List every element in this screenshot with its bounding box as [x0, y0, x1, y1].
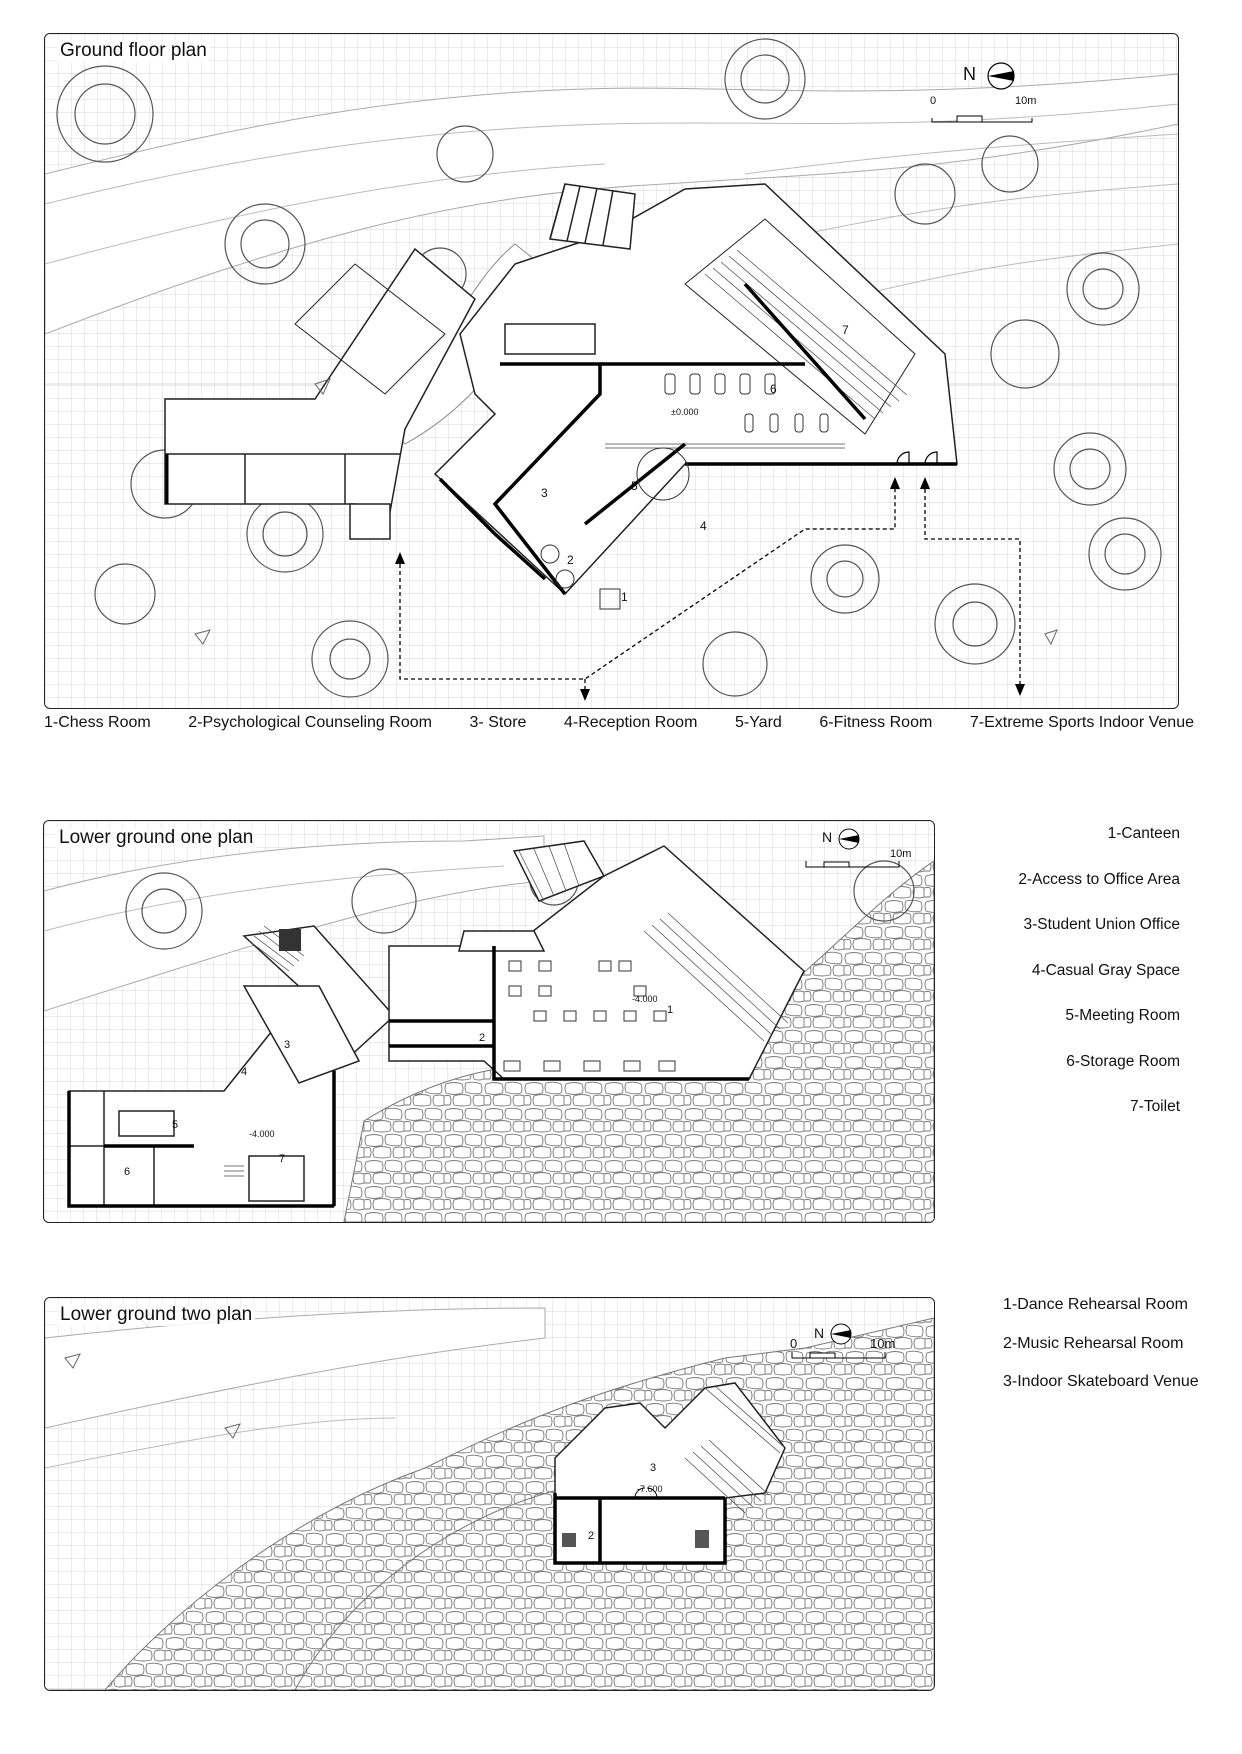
scale-start: 0 — [790, 1336, 798, 1351]
room-number-3: 3 — [650, 1462, 657, 1474]
room-number-5: 5 — [631, 479, 638, 493]
elevation-mark: -7.600 — [637, 1484, 663, 1494]
room-number-7: 7 — [279, 1153, 286, 1165]
legend-item: 7-Extreme Sports Indoor Venue — [969, 714, 1194, 731]
legend-item: 6-Storage Room — [1066, 1052, 1180, 1070]
scale-end: 10m — [890, 848, 912, 860]
scale-start: 0 — [930, 95, 937, 107]
elevation-mark: -4.000 — [249, 1129, 275, 1139]
lower-ground-two-legend — [1003, 1296, 1199, 1412]
legend-item: 4-Reception Room — [564, 714, 698, 731]
room-number-6: 6 — [770, 382, 777, 396]
scale-bar — [927, 106, 1037, 126]
legend-item: 3-Student Union Office — [1023, 916, 1180, 933]
ground-floor-plan-drawing — [45, 34, 1178, 708]
room-number-4: 4 — [700, 519, 707, 533]
legend-item: 1-Canteen — [1107, 825, 1180, 842]
legend-item: 3-Indoor Skateboard Venue — [1003, 1373, 1199, 1390]
legend-item: 5-Yard — [734, 714, 782, 731]
north-arrow-icon — [981, 61, 1021, 91]
legend-item: 2-Music Rehearsal Room — [1003, 1334, 1184, 1352]
room-number-6: 6 — [124, 1166, 131, 1178]
room-number-1: 1 — [621, 590, 628, 604]
legend-item: 5-Meeting Room — [1065, 1007, 1180, 1024]
room-number-2: 2 — [567, 553, 574, 567]
room-number-1: 1 — [667, 1004, 674, 1016]
legend-item: 3- Store — [469, 714, 527, 731]
elevation-mark: -4.000 — [632, 994, 658, 1004]
legend-item: 1-Dance Rehearsal Room — [1003, 1296, 1188, 1313]
ground-floor-plan-panel — [44, 33, 1179, 709]
scale-bar — [804, 855, 904, 871]
room-number-4: 4 — [241, 1066, 248, 1078]
room-number-3: 3 — [541, 486, 548, 500]
legend-item: 4-Casual Gray Space — [1031, 961, 1180, 979]
north-label: N — [814, 1325, 825, 1341]
room-number-2: 2 — [588, 1530, 595, 1542]
lower-ground-one-legend — [1018, 825, 1180, 1144]
legend-item: 6-Fitness Room — [819, 714, 933, 731]
lower-ground-one-plan-drawing — [44, 821, 934, 1222]
legend-item: 2-Access to Office Area — [1018, 870, 1180, 888]
room-number-7: 7 — [842, 323, 849, 337]
scale-end: 10m — [1015, 95, 1037, 107]
legend-item: 2-Psychological Counseling Room — [188, 714, 432, 731]
north-label: N — [822, 829, 833, 845]
panel-title: Ground floor plan — [57, 40, 210, 62]
lower-ground-one-plan-panel — [43, 820, 935, 1223]
ground-floor-legend — [44, 714, 1194, 732]
north-arrow-icon — [835, 827, 865, 851]
elevation-mark: ±0.000 — [671, 407, 699, 417]
scale-end: 10m — [870, 1336, 896, 1351]
room-number-5: 5 — [172, 1119, 179, 1131]
room-number-3: 3 — [284, 1039, 291, 1051]
legend-item: 7-Toilet — [1130, 1098, 1180, 1115]
north-label: N — [963, 64, 976, 84]
legend-item: 1-Chess Room — [44, 714, 151, 731]
room-number-2: 2 — [479, 1032, 486, 1044]
panel-title: Lower ground one plan — [56, 827, 256, 849]
panel-title: Lower ground two plan — [57, 1304, 255, 1326]
north-arrow-icon — [827, 1322, 857, 1346]
lower-ground-two-plan-panel — [44, 1297, 935, 1691]
